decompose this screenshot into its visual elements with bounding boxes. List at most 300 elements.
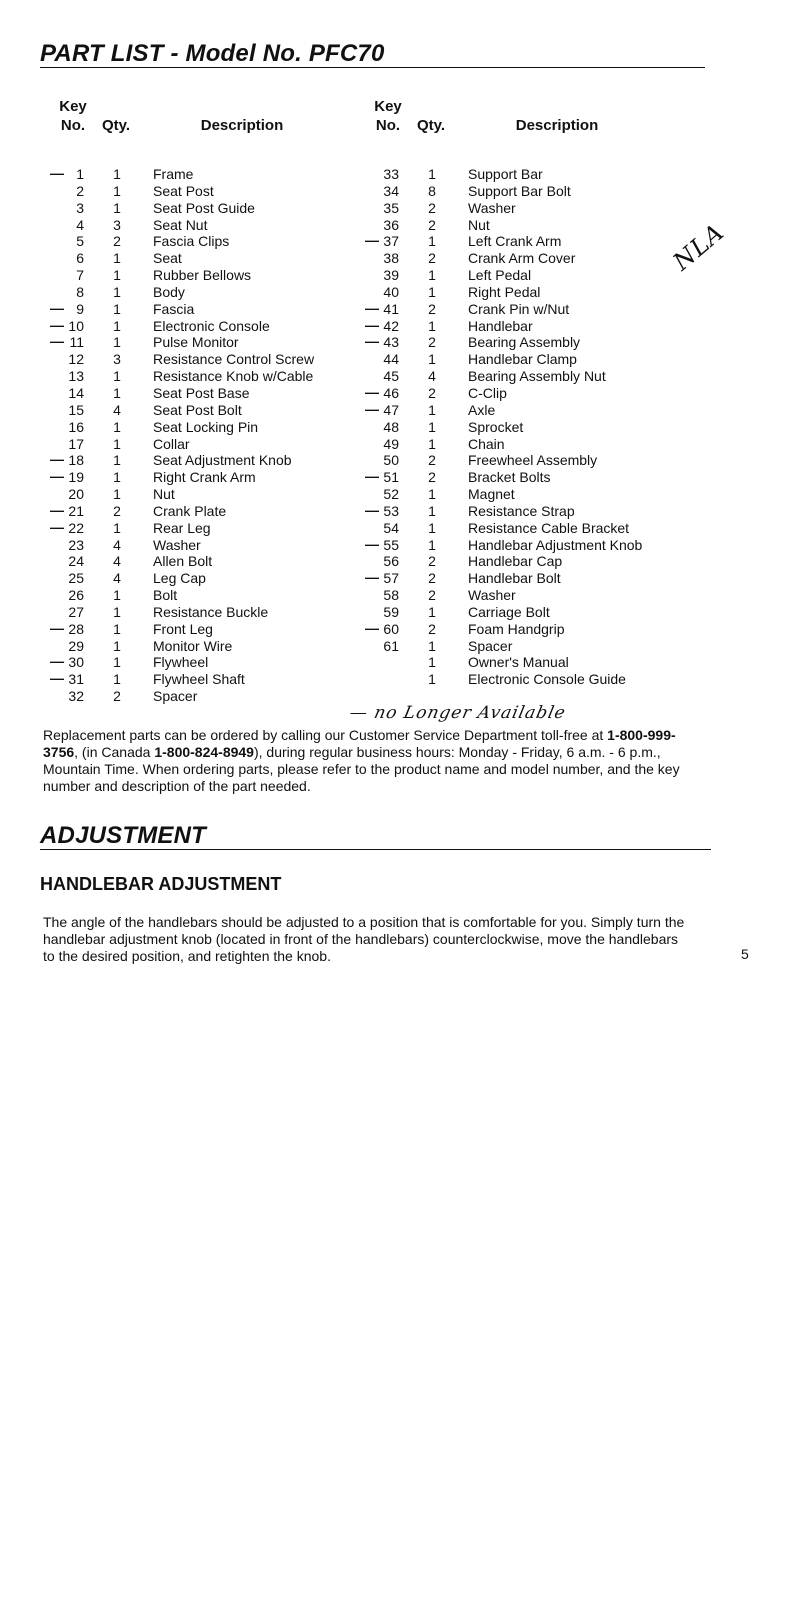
removed-part-mark: —	[365, 619, 379, 636]
quantity: 1	[428, 502, 436, 519]
parts-row	[40, 301, 380, 318]
key-number: 4	[76, 216, 84, 233]
part-description: Support Bar	[468, 166, 543, 182]
key-number: 49	[383, 435, 399, 452]
key-number: 7	[76, 267, 84, 284]
part-description: Carriage Bolt	[468, 603, 550, 620]
parts-row	[40, 654, 380, 671]
part-description: Handlebar Clamp	[468, 351, 577, 368]
key-number: 2	[76, 182, 84, 199]
removed-part-mark: —	[50, 619, 64, 636]
parts-row	[355, 368, 695, 385]
quantity: 2	[428, 587, 436, 604]
qty-header: Qty.	[416, 117, 446, 134]
key-number: 33	[383, 166, 399, 182]
quantity: 2	[428, 553, 436, 570]
quantity: 1	[113, 486, 121, 503]
quantity: 1	[428, 536, 436, 553]
part-description: Bolt	[153, 587, 178, 604]
removed-part-mark: —	[365, 569, 379, 586]
quantity: 4	[428, 368, 436, 385]
parts-row	[40, 688, 380, 705]
key-number: 11	[69, 334, 84, 351]
part-description: C-Clip	[468, 384, 507, 401]
parts-row	[355, 233, 695, 250]
quantity: 4	[113, 570, 121, 587]
quantity: 1	[113, 418, 121, 435]
part-description: Crank Arm Cover	[468, 250, 576, 267]
key-number: 14	[68, 384, 84, 401]
key-number: 44	[383, 351, 399, 368]
part-description: Resistance Buckle	[153, 603, 269, 620]
description-header: Description	[200, 117, 284, 134]
parts-row	[40, 452, 380, 469]
quantity: 1	[113, 519, 121, 536]
quantity: 1	[428, 435, 436, 452]
removed-part-mark: —	[365, 316, 379, 333]
key-number: 10	[68, 317, 84, 334]
parts-row	[355, 452, 695, 469]
part-description: Handlebar Bolt	[468, 570, 561, 587]
parts-row	[355, 469, 695, 486]
key-number: 48	[383, 418, 399, 435]
removed-part-mark: —	[50, 165, 64, 181]
column-header	[355, 94, 695, 140]
quantity: 1	[113, 300, 121, 317]
parts-row	[355, 436, 695, 453]
parts-row	[40, 233, 380, 250]
part-description: Front Leg	[153, 620, 213, 637]
quantity: 4	[113, 401, 121, 418]
parts-row	[40, 284, 380, 301]
removed-part-mark: —	[50, 333, 64, 350]
part-description: Crank Plate	[153, 502, 227, 519]
quantity: 1	[113, 250, 121, 267]
parts-row	[40, 368, 380, 385]
key-number: 34	[383, 182, 399, 199]
parts-row	[40, 486, 380, 503]
quantity: 1	[113, 182, 121, 199]
removed-part-mark: —	[365, 232, 379, 249]
quantity: 1	[113, 435, 121, 452]
parts-row	[40, 520, 380, 537]
part-description: Sprocket	[468, 418, 524, 435]
key-number: 31	[68, 671, 84, 688]
part-description: Nut	[153, 486, 175, 503]
adjustment-underline	[40, 849, 711, 850]
removed-part-mark: —	[365, 535, 379, 552]
quantity: 1	[428, 283, 436, 300]
quantity: 2	[428, 620, 436, 637]
key-number: 60	[383, 620, 399, 637]
key-number: 13	[68, 368, 84, 385]
parts-row	[355, 183, 695, 200]
parts-row	[40, 385, 380, 402]
key-header-line1: Key	[374, 98, 402, 115]
key-number: 58	[383, 587, 399, 604]
quantity: 1	[428, 317, 436, 334]
removed-part-mark: —	[365, 468, 379, 485]
key-number: 47	[383, 401, 399, 418]
key-number: 1	[76, 166, 84, 182]
parts-row	[40, 436, 380, 453]
parts-row	[40, 537, 380, 554]
quantity: 1	[428, 166, 436, 182]
parts-row	[355, 318, 695, 335]
quantity: 1	[113, 199, 121, 216]
quantity: 1	[113, 166, 121, 182]
parts-row	[355, 301, 695, 318]
key-number: 12	[68, 351, 84, 368]
title-underline	[40, 67, 705, 68]
removed-part-mark: —	[365, 299, 379, 316]
phone-us: 1-800-999-3756	[43, 727, 676, 760]
part-description: Seat Post	[153, 182, 214, 199]
column-header	[40, 94, 380, 140]
quantity: 1	[113, 620, 121, 637]
parts-row	[40, 419, 380, 436]
removed-part-mark: —	[50, 501, 64, 518]
description-header: Description	[515, 117, 599, 134]
parts-row	[355, 537, 695, 554]
removed-part-mark: —	[365, 333, 379, 350]
parts-row	[355, 654, 695, 671]
part-description: Washer	[468, 199, 516, 216]
parts-row	[40, 351, 380, 368]
key-number: 22	[68, 519, 84, 536]
quantity: 1	[113, 283, 121, 300]
part-description: Nut	[468, 216, 490, 233]
key-number: 37	[383, 233, 399, 250]
part-description: Flywheel Shaft	[153, 671, 245, 688]
parts-row	[355, 200, 695, 217]
part-description: Seat Post Guide	[153, 199, 255, 216]
quantity: 2	[428, 384, 436, 401]
parts-row	[355, 587, 695, 604]
key-number: 38	[383, 250, 399, 267]
part-description: Electronic Console Guide	[468, 671, 626, 688]
handlebar-adjustment-text: The angle of the handlebars should be adjusted to a position that is comfortable for you. Simply turn the handlebar adjustment knob (located in front of the handlebars) counterclockwise, move the handlebars to the desired position, and retighten the knob.	[43, 914, 685, 964]
quantity: 1	[428, 637, 436, 654]
removed-part-mark: —	[365, 383, 379, 400]
key-number: 5	[76, 233, 84, 250]
part-description: Crank Pin w/Nut	[468, 300, 570, 317]
part-description: Seat Post Base	[153, 384, 250, 401]
part-description: Right Crank Arm	[153, 469, 256, 486]
quantity: 2	[113, 233, 121, 250]
part-description: Fascia Clips	[153, 233, 230, 250]
parts-rows-left	[40, 166, 380, 705]
key-number: 55	[383, 536, 399, 553]
part-description: Freewheel Assembly	[468, 452, 598, 469]
key-number: 43	[383, 334, 399, 351]
key-number: 19	[68, 469, 84, 486]
key-number: 35	[383, 199, 399, 216]
parts-row	[40, 334, 380, 351]
ordering-instructions	[43, 727, 693, 795]
quantity: 2	[428, 452, 436, 469]
part-description: Seat Locking Pin	[153, 418, 259, 435]
part-description: Washer	[153, 536, 201, 553]
key-number: 15	[68, 401, 84, 418]
ordering-text-1: Replacement parts can be ordered by calling our Customer Service Department toll-free at	[43, 727, 608, 743]
parts-row	[355, 520, 695, 537]
parts-row	[355, 402, 695, 419]
parts-row	[40, 402, 380, 419]
part-description: Seat Adjustment Knob	[153, 452, 292, 469]
parts-row	[355, 166, 695, 183]
part-description: Chain	[468, 435, 505, 452]
quantity: 1	[113, 267, 121, 284]
quantity: 4	[113, 536, 121, 553]
parts-row	[40, 469, 380, 486]
removed-part-mark: —	[50, 299, 64, 316]
part-description: Fascia	[153, 300, 195, 317]
removed-part-mark: —	[50, 316, 64, 333]
part-description: Magnet	[468, 486, 515, 503]
parts-row	[355, 284, 695, 301]
ordering-text-2: , (in Canada	[74, 744, 155, 760]
parts-row	[355, 638, 695, 655]
part-description: Bracket Bolts	[468, 469, 551, 486]
parts-column-left	[40, 94, 380, 705]
quantity: 8	[428, 182, 436, 199]
key-number: 26	[68, 587, 84, 604]
part-description: Collar	[153, 435, 190, 452]
part-description: Spacer	[468, 637, 513, 654]
part-description: Monitor Wire	[153, 637, 233, 654]
key-number: 61	[383, 637, 399, 654]
removed-part-mark: —	[50, 451, 64, 468]
quantity: 2	[428, 216, 436, 233]
parts-column-right	[355, 94, 695, 688]
part-description: Pulse Monitor	[153, 334, 239, 351]
part-description: Right Pedal	[468, 283, 541, 300]
key-number: 54	[383, 519, 399, 536]
key-number: 41	[383, 300, 399, 317]
part-description: Body	[153, 283, 185, 300]
quantity: 1	[113, 603, 121, 620]
key-number: 40	[383, 283, 399, 300]
key-number: 56	[383, 553, 399, 570]
part-description: Resistance Control Screw	[153, 351, 315, 368]
part-description: Frame	[153, 166, 194, 182]
quantity: 2	[428, 334, 436, 351]
part-description: Handlebar Adjustment Knob	[468, 536, 643, 553]
part-description: Resistance Knob w/Cable	[153, 368, 314, 385]
part-description: Seat Post Bolt	[153, 401, 242, 418]
part-description: Support Bar Bolt	[468, 182, 571, 199]
parts-row	[40, 671, 380, 688]
parts-row	[355, 419, 695, 436]
quantity: 3	[113, 351, 121, 368]
key-number: 53	[383, 502, 399, 519]
part-description: Bearing Assembly Nut	[468, 368, 606, 385]
key-number: 29	[68, 637, 84, 654]
key-number: 46	[383, 384, 399, 401]
parts-row	[355, 250, 695, 267]
part-description: Resistance Strap	[468, 502, 575, 519]
parts-row	[355, 570, 695, 587]
handwritten-nla-annotation: NLA	[667, 217, 730, 277]
key-number: 18	[68, 452, 84, 469]
key-number: 23	[68, 536, 84, 553]
key-number: 28	[68, 620, 84, 637]
parts-row	[355, 351, 695, 368]
quantity: 2	[113, 688, 121, 705]
key-header-line1: Key	[59, 98, 87, 115]
part-description: Seat Nut	[153, 216, 208, 233]
parts-rows-right	[355, 166, 695, 688]
key-number: 39	[383, 267, 399, 284]
part-description: Electronic Console	[153, 317, 270, 334]
parts-row	[40, 250, 380, 267]
parts-row	[355, 385, 695, 402]
part-description: Seat	[153, 250, 182, 267]
phone-canada: 1-800-824-8949	[154, 744, 254, 760]
key-number: 21	[68, 502, 84, 519]
parts-row	[40, 200, 380, 217]
quantity: 4	[113, 553, 121, 570]
handlebar-adjustment-title: HANDLEBAR ADJUSTMENT	[40, 874, 282, 894]
quantity: 1	[113, 654, 121, 671]
key-number: 9	[76, 300, 84, 317]
parts-row	[355, 334, 695, 351]
quantity: 1	[113, 637, 121, 654]
part-description: Left Pedal	[468, 267, 532, 284]
part-description: Axle	[468, 401, 496, 418]
parts-row	[40, 587, 380, 604]
parts-row	[355, 671, 695, 688]
parts-list-title: PART LIST - Model No. PFC70	[40, 40, 385, 67]
quantity: 1	[113, 317, 121, 334]
part-description: Bearing Assembly	[468, 334, 581, 351]
quantity: 1	[113, 452, 121, 469]
parts-row	[40, 267, 380, 284]
key-number: 24	[68, 553, 84, 570]
key-number: 32	[68, 688, 84, 705]
parts-row	[355, 503, 695, 520]
handwritten-no-longer-available-note: — no Longer Available	[347, 703, 568, 723]
part-description: Rear Leg	[153, 519, 211, 536]
part-description: Allen Bolt	[153, 553, 213, 570]
part-description: Washer	[468, 587, 516, 604]
part-description: Rubber Bellows	[153, 267, 252, 284]
quantity: 1	[428, 671, 436, 688]
quantity: 2	[428, 570, 436, 587]
key-number: 45	[383, 368, 399, 385]
part-description: Handlebar Cap	[468, 553, 563, 570]
parts-row	[40, 570, 380, 587]
quantity: 1	[113, 368, 121, 385]
part-description: Handlebar	[468, 317, 533, 334]
key-header-line2: No.	[60, 117, 86, 134]
quantity: 1	[428, 401, 436, 418]
removed-part-mark: —	[50, 468, 64, 485]
quantity: 1	[428, 267, 436, 284]
part-description: Flywheel	[153, 654, 209, 671]
removed-part-mark: —	[50, 670, 64, 687]
quantity: 2	[113, 502, 121, 519]
parts-row	[40, 166, 380, 183]
quantity: 1	[428, 519, 436, 536]
key-number: 42	[383, 317, 399, 334]
key-number: 16	[68, 418, 84, 435]
part-description: Left Crank Arm	[468, 233, 562, 250]
parts-row	[40, 621, 380, 638]
parts-row	[355, 553, 695, 570]
quantity: 2	[428, 469, 436, 486]
key-number: 3	[76, 199, 84, 216]
parts-row	[355, 486, 695, 503]
parts-row	[355, 217, 695, 234]
parts-row	[40, 553, 380, 570]
removed-part-mark: —	[50, 518, 64, 535]
parts-row	[40, 318, 380, 335]
quantity: 1	[428, 351, 436, 368]
parts-row	[355, 621, 695, 638]
quantity: 1	[428, 418, 436, 435]
key-number: 6	[76, 250, 84, 267]
parts-row	[40, 183, 380, 200]
ordering-text-3: ), during regular business hours: Monday - Friday, 6 a.m. - 6 p.m., Mountain Time. When ordering parts, please refer to the product name and model number, and the key number and description of the part needed.	[43, 744, 680, 794]
key-number: 30	[68, 654, 84, 671]
removed-part-mark: —	[365, 501, 379, 518]
key-number: 52	[383, 486, 399, 503]
key-number: 27	[68, 603, 84, 620]
key-number: 17	[68, 435, 84, 452]
quantity: 2	[428, 250, 436, 267]
quantity: 1	[428, 603, 436, 620]
quantity: 1	[428, 233, 436, 250]
part-description: Owner's Manual	[468, 654, 569, 671]
adjustment-title: ADJUSTMENT	[40, 822, 207, 849]
key-header-line2: No.	[375, 117, 401, 134]
key-number: 20	[68, 486, 84, 503]
part-description: Resistance Cable Bracket	[468, 519, 630, 536]
qty-header: Qty.	[101, 117, 131, 134]
quantity: 1	[113, 334, 121, 351]
parts-row	[355, 267, 695, 284]
page-number: 5	[741, 946, 749, 962]
removed-part-mark: —	[50, 653, 64, 670]
quantity: 1	[428, 654, 436, 671]
quantity: 1	[428, 486, 436, 503]
parts-row	[40, 503, 380, 520]
key-number: 25	[68, 570, 84, 587]
parts-row	[40, 604, 380, 621]
quantity: 1	[113, 587, 121, 604]
key-number: 57	[383, 570, 399, 587]
quantity: 1	[113, 384, 121, 401]
key-number: 8	[76, 283, 84, 300]
part-description: Foam Handgrip	[468, 620, 565, 637]
key-number: 36	[383, 216, 399, 233]
removed-part-mark: —	[365, 400, 379, 417]
quantity: 2	[428, 199, 436, 216]
quantity: 3	[113, 216, 121, 233]
part-description: Spacer	[153, 688, 198, 705]
quantity: 1	[113, 469, 121, 486]
part-description: Leg Cap	[153, 570, 206, 587]
parts-row	[40, 217, 380, 234]
key-number: 50	[383, 452, 399, 469]
key-number: 51	[383, 469, 399, 486]
parts-row	[355, 604, 695, 621]
parts-row	[40, 638, 380, 655]
key-number: 59	[383, 603, 399, 620]
quantity: 2	[428, 300, 436, 317]
